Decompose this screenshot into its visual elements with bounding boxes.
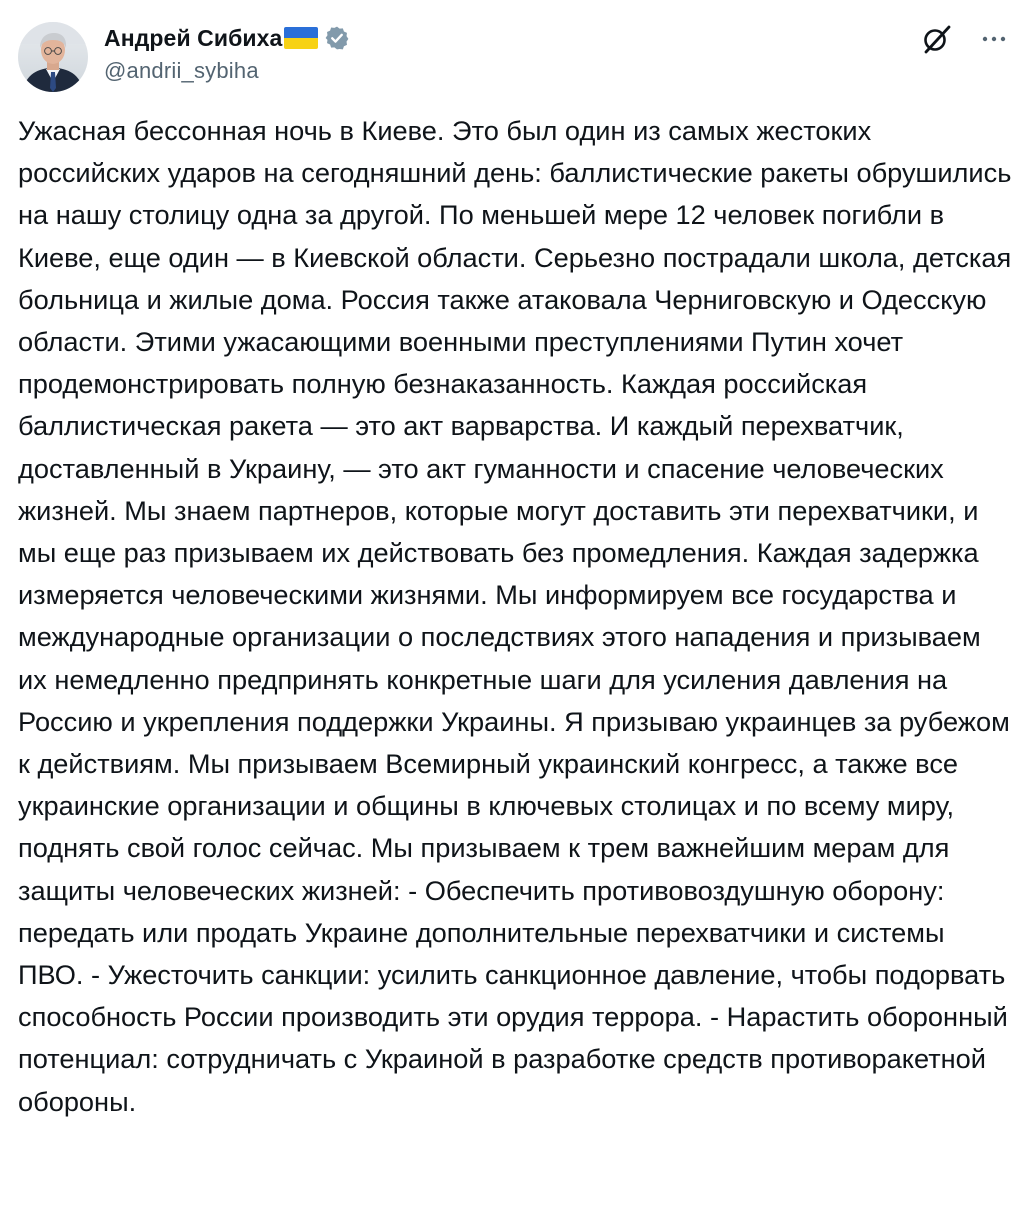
verified-badge-icon[interactable] <box>324 25 350 51</box>
tweet-header <box>18 16 1012 92</box>
user-handle[interactable]: @andrii_sybiha <box>104 58 259 83</box>
more-icon[interactable] <box>980 25 1008 53</box>
ukraine-flag-icon <box>284 27 318 49</box>
author-info <box>104 22 350 84</box>
name-row <box>104 22 350 54</box>
display-name[interactable]: Андрей Сибиха <box>104 24 283 51</box>
tweet-text: Ужасная бессонная ночь в Киеве. Это был один из самых жестоких российских ударов на сегодняшний день: баллистические ракеты обрушились на нашу столицу одна за другой. По меньшей мере 12 человек погибли в Киеве, еще один — в Киевской области. Серьезно пострадали школа, детская больница и жилые дома. Россия также атаковала Черниговскую и Одесскую области. Этими ужасающими военными преступлениями Путин хочет продемонстрировать полную безнаказанность. Каждая российская баллистическая ракета — это акт варварства. И каждый перехватчик, доставленный в Украину, — это акт гуманности и спасение человеческих жизней. Мы знаем партнеров, которые могут доставить эти перехватчики, и мы еще раз призываем их действовать без промедления. Каждая задержка измеряется человеческими жизнями. Мы информируем все государства и международные организации о последствиях этого нападения и призываем их немедленно предпринять конкретные шаги для усиления давления на Россию и укрепления поддержки Украины. Я призываю украинцев за рубежом к действиям. Мы призываем Всемирный украинский конгресс, а также все украинские организации и общины в ключевых столицах и по всему миру, поднять свой голос сейчас. Мы призываем к трем важнейшим мерам для защиты человеческих жизней: - Обеспечить противовоздушную оборону: передать или продать Украине дополнительные перехватчики и системы ПВО. - Ужесточить санкции: усилить санкционное давление, чтобы подорвать способность России производить эти орудия террора. - Нарастить оборонный потенциал: сотрудничать с Украиной в разработке средств противоракетной обороны. <box>18 115 1019 1117</box>
header-actions <box>920 22 1008 56</box>
avatar[interactable] <box>18 22 88 92</box>
grok-icon[interactable] <box>920 22 954 56</box>
